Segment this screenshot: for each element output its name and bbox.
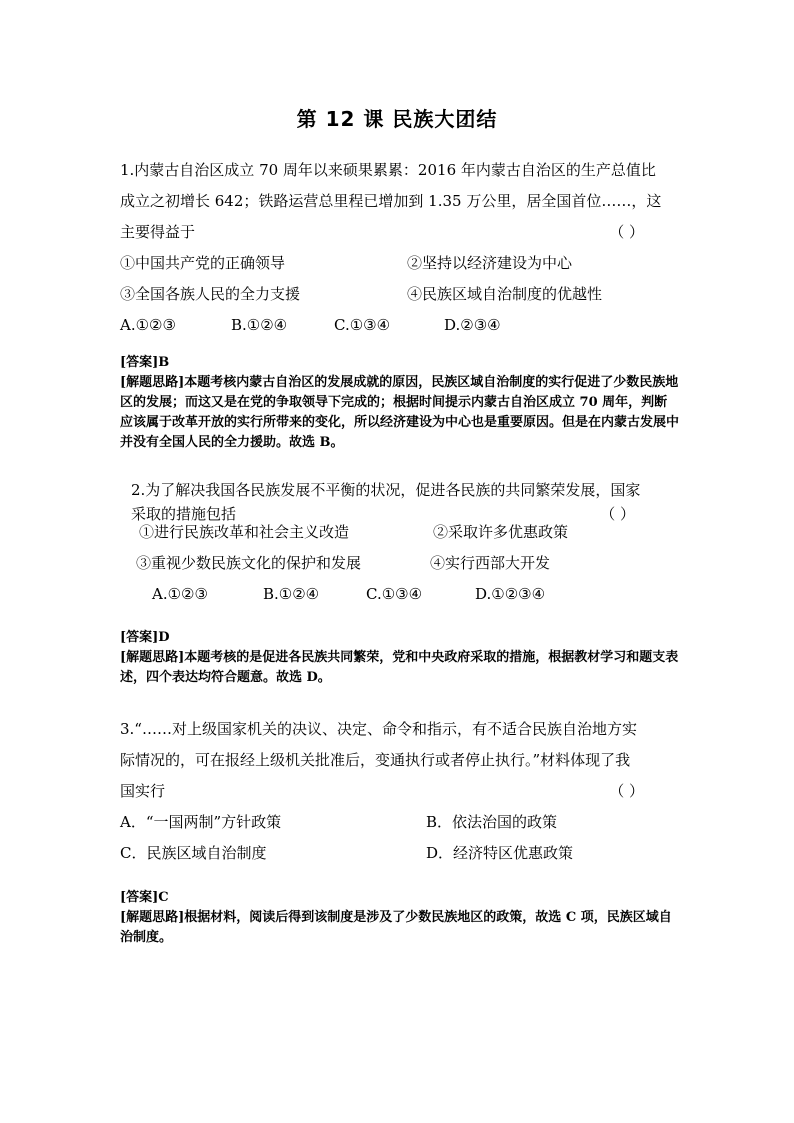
- question-1-line: 成立之初增长 642；铁路运营总里程已增加到 1.35 万公里，居全国首位……，这: [120, 192, 662, 210]
- question-3-last-line: [120, 776, 680, 807]
- choice-a: A．“一国两制”方针政策: [120, 813, 282, 831]
- answer-paren: （ ）: [609, 782, 644, 800]
- choice-row: [120, 310, 680, 341]
- answer-block-1: [120, 353, 680, 453]
- choice-d: D.②③④: [444, 316, 501, 334]
- option-item: ④民族区域自治制度的优越性: [407, 285, 603, 303]
- question-2-options: [136, 517, 676, 610]
- choice-row: [120, 838, 680, 869]
- question-1-line: 主要得益于: [120, 223, 196, 241]
- answer-block-2: [120, 628, 680, 688]
- option-item: ②坚持以经济建设为中心: [407, 254, 573, 272]
- option-row: [120, 279, 680, 310]
- option-row: [136, 517, 676, 548]
- choice-b: B.①②④: [231, 316, 288, 334]
- answer-label: [答案]B: [120, 355, 170, 370]
- choice-c: C.①③④: [366, 585, 423, 603]
- choice-row: [136, 579, 676, 610]
- question-1-last-line: [120, 217, 680, 248]
- choice-row: [120, 807, 680, 838]
- choice-d: D.①②③④: [475, 585, 546, 603]
- option-item: ①中国共产党的正确领导: [120, 254, 286, 272]
- option-item: ③全国各族人民的全力支援: [120, 285, 301, 303]
- question-2-line: 采取的措施包括: [131, 505, 237, 523]
- option-item: ②采取许多优惠政策: [433, 523, 569, 541]
- question-3-line: 国实行: [120, 782, 166, 800]
- question-1: [120, 155, 680, 341]
- question-2-line: 2.为了解决我国各民族发展不平衡的状况，促进各民族的共同繁荣发展，国家: [131, 481, 641, 499]
- choice-a: A.①②③: [120, 316, 176, 334]
- answer-label: [答案]D: [120, 630, 170, 645]
- question-1-line: 1.内蒙古自治区成立 70 周年以来硕果累累：2016 年内蒙古自治区的生产总值比: [120, 161, 656, 179]
- choice-a: A.①②③: [152, 585, 208, 603]
- option-item: ①进行民族改革和社会主义改造: [139, 523, 350, 541]
- choice-b: B.①②④: [263, 585, 320, 603]
- page-title: 第 12 课 民族大团结: [296, 107, 498, 131]
- choice-d: D．经济特区优惠政策: [426, 844, 574, 862]
- answer-block-3: [120, 888, 680, 948]
- answer-analysis: [解题思路]本题考核内蒙古自治区的发展成就的原因，民族区域自治制度的实行促进了少数民族地区的发展；而这又是在党的争取领导下完成的；根据时间提示内蒙古自治区成立 70 周年，判断应该属于改革开放的实行所带来的变化，所以经济建设为中心也是重要原因。但是在内蒙古发展中并没有全国人民的全力援助。故选 B。: [120, 375, 680, 450]
- answer-label: [答案]C: [120, 890, 169, 905]
- choice-b: B．依法治国的政策: [426, 813, 558, 831]
- choice-c: C.①③④: [334, 316, 391, 334]
- answer-analysis: [解题思路]本题考核的是促进各民族共同繁荣，党和中央政府采取的措施，根据教材学习和题支表述，四个表达均符合题意。故选 D。: [120, 650, 679, 685]
- question-3-line: 3.“……对上级国家机关的决议、决定、命令和指示，有不适合民族自治地方实: [120, 720, 637, 738]
- answer-paren: （ ）: [609, 223, 644, 241]
- option-item: ③重视少数民族文化的保护和发展: [136, 554, 362, 572]
- answer-paren: （ ）: [600, 505, 635, 523]
- question-3-line: 际情况的，可在报经上级机关批准后，变通执行或者停止执行。”材料体现了我: [120, 751, 631, 769]
- option-item: ④实行西部大开发: [430, 554, 551, 572]
- answer-analysis: [解题思路]根据材料，阅读后得到该制度是涉及了少数民族地区的政策，故选 C 项，民族区域自治制度。: [120, 910, 672, 945]
- choice-c: C．民族区域自治制度: [120, 844, 267, 862]
- option-row: [120, 248, 680, 279]
- option-row: [136, 548, 676, 579]
- question-3: [120, 714, 680, 869]
